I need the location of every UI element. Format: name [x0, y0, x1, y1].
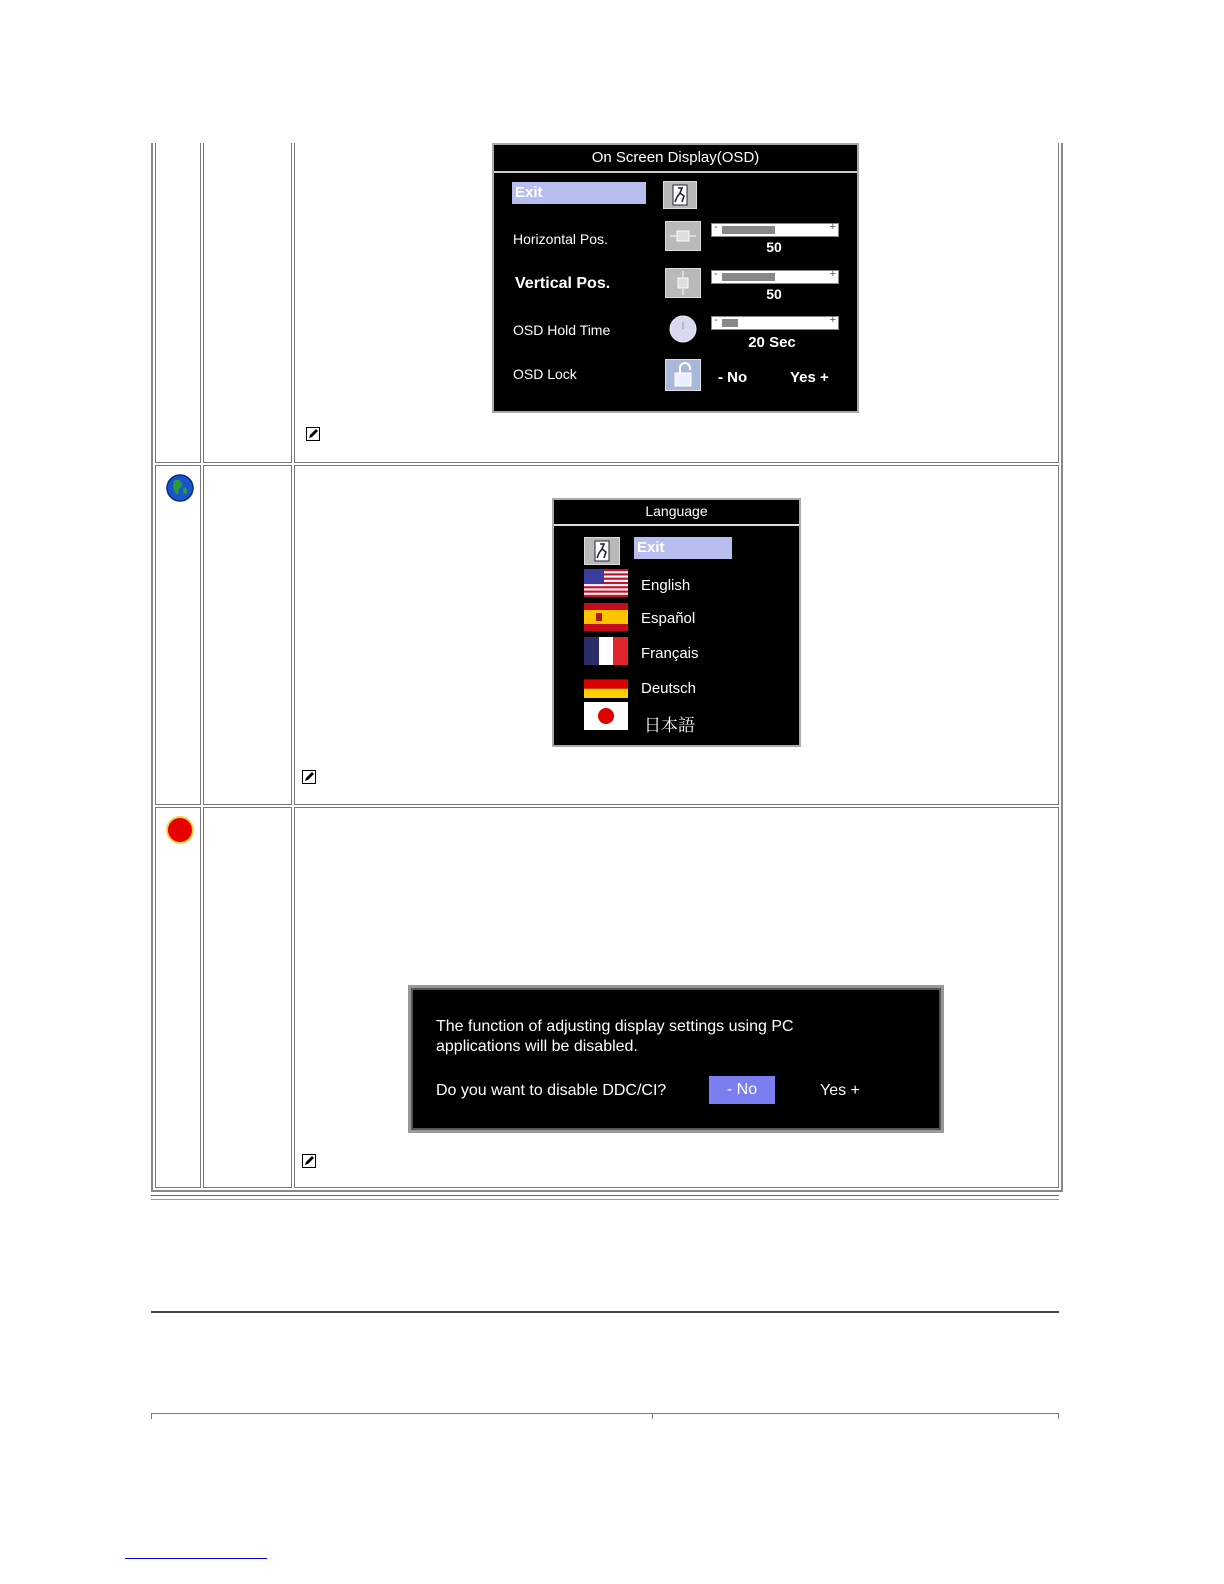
name-cell	[203, 465, 292, 805]
exit-icon[interactable]	[584, 537, 620, 565]
language-option-japanese[interactable]: 日本語	[644, 716, 695, 735]
us-flag-icon	[584, 569, 628, 597]
lock-icon[interactable]	[665, 359, 701, 391]
osd-title: On Screen Display(OSD)	[494, 145, 857, 173]
ddc-message-line2: applications will be disabled.	[436, 1038, 638, 1055]
minus-icon: -	[714, 268, 718, 280]
minus-icon: -	[714, 314, 718, 326]
ddc-no-button[interactable]: - No	[709, 1076, 775, 1104]
osd-lock-yes-option[interactable]: Yes +	[790, 369, 829, 386]
icon-cell	[155, 143, 201, 463]
vertical-position-icon[interactable]	[665, 268, 701, 298]
slider-fill	[722, 319, 738, 327]
ddc-message	[436, 1017, 794, 1057]
osd-hold-time-slider[interactable]	[711, 316, 839, 330]
vertical-value: 50	[766, 286, 782, 302]
column-divider	[652, 1414, 653, 1419]
ddc-yes-button[interactable]: Yes +	[820, 1082, 860, 1099]
divider	[151, 1195, 1059, 1200]
globe-icon	[165, 473, 195, 503]
minus-icon: -	[714, 221, 718, 233]
note-icon	[302, 770, 316, 784]
japan-flag-icon	[584, 702, 628, 730]
language-option-english[interactable]: English	[641, 577, 691, 594]
plus-icon: +	[829, 268, 836, 280]
exit-icon[interactable]	[663, 181, 697, 209]
language-option-spanish[interactable]: Español	[641, 610, 696, 627]
red-circle-icon	[164, 814, 196, 846]
osd-menu-screenshot	[492, 143, 859, 413]
plus-icon: +	[829, 314, 836, 326]
note-icon	[302, 1154, 316, 1168]
clock-icon[interactable]	[668, 314, 698, 344]
exit-item[interactable]: Exit	[634, 537, 732, 559]
ddc-message-line1: The function of adjusting display settings using PC	[436, 1018, 794, 1035]
plus-icon: +	[829, 221, 836, 233]
vertical-slider[interactable]	[711, 270, 839, 284]
language-option-french[interactable]: Français	[641, 645, 699, 662]
ddc-question: Do you want to disable DDC/CI?	[436, 1082, 667, 1099]
divider	[151, 1311, 1059, 1313]
vertical-pos-label: Vertical Pos.	[515, 275, 611, 292]
next-table-header	[151, 1413, 1059, 1419]
note-icon	[306, 427, 320, 441]
language-option-german[interactable]: Deutsch	[641, 680, 697, 697]
horizontal-pos-label: Horizontal Pos.	[513, 231, 608, 247]
icon-cell	[155, 465, 201, 805]
slider-fill	[722, 226, 775, 234]
name-cell	[203, 143, 292, 463]
osd-hold-time-value: 20 Sec	[748, 334, 796, 351]
language-title: Language	[554, 500, 799, 526]
osd-hold-time-label: OSD Hold Time	[513, 322, 611, 338]
horizontal-slider[interactable]	[711, 223, 839, 237]
language-menu-screenshot	[552, 498, 801, 747]
spain-flag-icon	[584, 603, 628, 631]
ddc-ci-dialog-screenshot	[408, 985, 944, 1133]
horizontal-position-icon[interactable]	[665, 221, 701, 251]
icon-cell	[155, 807, 201, 1188]
osd-lock-label: OSD Lock	[513, 366, 577, 382]
link-underline[interactable]	[125, 1558, 267, 1559]
germany-flag-icon	[584, 670, 628, 698]
name-cell	[203, 807, 292, 1188]
france-flag-icon	[584, 637, 628, 665]
exit-item[interactable]: Exit	[512, 182, 646, 204]
osd-lock-no-option[interactable]: - No	[718, 369, 748, 386]
horizontal-value: 50	[766, 239, 782, 255]
slider-fill	[722, 273, 775, 281]
